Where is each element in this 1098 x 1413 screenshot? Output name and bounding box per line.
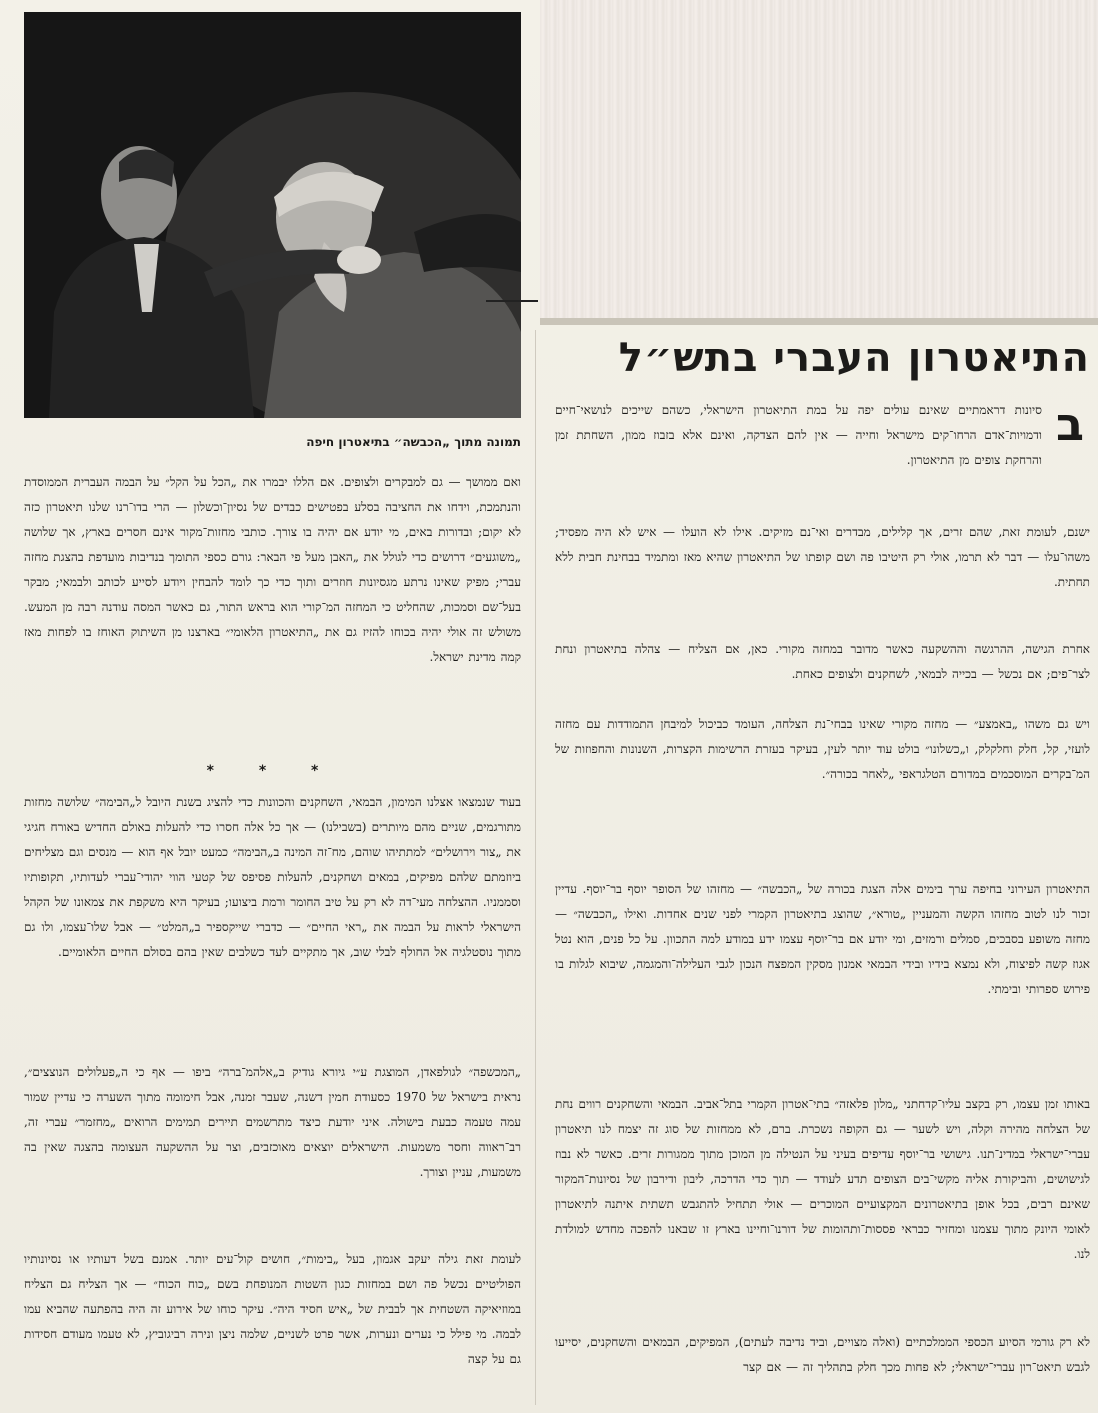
right-paragraph-2: ישנם, לעומת זאת, שהם זרים, אך קלילים, מבדרים ואי־נם מזיקים. אילו לא הועלו — איש לא היה מפסיד; משהו־עלו — דבר לא תרמו, אולי רק היטיבו פה ושם קופתו של התיאטרון שהיא מאז ומתמיד בבחינת חבית ללא תחתית. [555,525,1090,589]
drop-cap-letter: ב [1055,397,1085,451]
right-paragraph-6: באותו זמן עצמו, רק בקצב עליו־קדחתני „מלון פלאזה״ בתי־אטרון הקמרי בתל־אביב. הבמאי והשחקנים רווים נחת של הצלחה מהירה וקלה, ויש לשער — גם הקופה נשכרת. ברם, לא ממחזות של סוג זה יצמח לנו תיאטרון עברי־ישראלי במדינ־תנו. גישושי בר־יוסף עדיפים בעיני על הנטילה מן המוכן מתוך ממגורות זרים. כאשר לא נבוז לגישושים, והביקורת אליה מקשי־בים הצופים תדע לעודד — תוך כדי הדרכה, ליבון ודירבון של נסיונות־המקור שאינם רבים, בכל אופן בתיאטרונים המקצועיים המוכרים — אולי תתחיל להתגבש תשתית איתנה לתיאטרון לאומי היונק מתוך עצמנו ומחזיר כבראי פססות־ותהומות של דורנו־וחיינו בארץ זו שבאנו להפכה מחדש למולדת לנו. [555,1097,1090,1261]
left-paragraph-4: לעומת זאת גילה יעקב אגמון, בעל „בימות״, חושים קול־עים יותר. אמנם בשל דעותיו או נסיונותיו הפוליטיים נכשל פה ושם במחזות כגון השטות המנופחת בשם „כוח הכוח״ — אך הצליח גם הצליח במוזיאיקה השטחית אך לבבית של „איש חסיד היה״. עיקר כוחו של אירוע זה היה בהפתעה שהביא עמו לבמה. מי פילל כי נערים ונערות, אשר פרט לשניים, שלמה ניצן ונירה רביגוביץ, לא טעמו מעודם חסידות גם על קצה [24,1252,521,1366]
left-paragraph-1: ואם ממושך — גם למבקרים ולצופים. אם הללו יבמרו את „הכל על הקל״ על הבמה העברית הממוסדת והנתמכת, וידחו את החציבה בסלע בפטישים כבדים של נסיון־וכשלון — הרי בדו־רנו שלנו תיאטרון כזה לא יקום; ובדורות באים, מי יודע אם יהיה בו צורך. כותבי מחזות־מקור אינם חסרים בארץ, אך שלושה „משוגעים״ דרושים כדי לגולל את „האבן מעל פי הבאר: גורם כספי התומך בנדיבות מועדפת בהצגת מחזה עברי; מפיק שאינו נרתע מגסיונות חוזרים ותוך כדי כך לומד להבחין ויודע לסייע לכותב ולבמאי; מבקר בעל־שם וסמכות, שהחליט כי המחזה המ־קורי הוא בראש התור, גם כאשר המסה עודנה רבה מן המעש. משולש זה אולי יהיה בכוחו להזיז גם את „התיאטרון הלאומי״ בארצנו מן השיתוק האוחז בו לפחות מאז קמה מדינת ישראל. [24,475,521,664]
photo-edge-mark [486,300,538,302]
right-paragraph-7: לא רק גורמי הסיוע הכספי הממלכתיים (ואלה מצויים, וביד נדיבה לעתים), המפיקים, הבמאים והשחקנים, יסייעו לגבש תיאט־רון עברי־ישראלי; לא פחות מכך חלק בתהליך זה — אם קצר [555,1335,1090,1374]
blank-paper-panel [540,0,1098,325]
section-separator: * * * [206,763,339,779]
right-paragraph-1: סיונות דראמתיים שאינם עולים יפה על במת התיאטרון הישראלי, כשהם שייכים לנושאי־חיים ודמויות־אדם הרחו־קים מישראל וחייה — אין להם הצדקה, ואינם אלא בזבוז ממון, השחתת זמן והרחקת צופים מן התיאטרון. [555,403,1042,467]
column-divider [535,330,536,1405]
paper-fold-edge [540,318,1098,325]
left-paragraph-2: בעוד שנמצאו אצלנו המימון, הבמאי, השחקנים והכוונות כדי להציג בשנת היובל ל„הבימה״ שלושה מחזות מתורגמים, שניים מהם מיותרים (בשבילנו) — אך כל אלה חסרו כדי להעלות באולם החדיש באורח חגיגי את „צור וירושלים״ למתתיהו שוהם, מח־זה המינה ב„הבימה״ כמעט יובל אף הוא — מנסים וגם מצליחים ביוזמתם שלהם מפיקים, במאים ושחקנים, להעלות פסיפס של קטעי הווי יהודי־עברי לעדותיו, תקופותיו וסממניו. ההצלחה מעי־דה לא רק על טיב החומר ורמת ביצועו; בעיקר היא משקפת את צמאונו של הקהל הישראלי לראות על הבמה את „ראי החיים״ — כדברי שייקספיר ב„המלט״ — אבל שלו־עצמו, ולו גם מתוך נוסטלגיה אל החולף לבלי שוב, אך מתקיים לעד כשלבים שאין בהם בסולם החיים הלאומיים. [24,795,521,959]
photo-caption: תמונה מתוך „הכבשה״ בתיאטרון חיפה [306,435,521,449]
right-paragraph-3: אחרת הגישה, ההרגשה וההשקעה כאשר מדובר במחזה מקורי. כאן, אם הצליח — צהלה בתיאטרון ונחת לצר־פים; אם נכשל — בכייה לבמאי, לשחקנים ולצופים כאחת. [555,642,1090,681]
stage-photo [24,12,521,418]
stage-photo-image [24,12,521,418]
right-paragraph-4: ויש גם משהו „באמצע״ — מחזה מקורי שאינו בבחי־נת הצלחה, העומד כביכול למיבחן התמודדות עם מחזה לועזי, קל, חלק וחלקלק, ו„כשלונו״ בולט עוד יותר לעין, בעיקר בעזרת הרשימות הקצרות, השנונות והחפוזות של המ־בקרים המוסכמים במדורם הטלגראפי „לאחר בכורה״. [555,717,1090,781]
article-headline: התיאטרון העברי בתש״ל [618,335,1090,381]
left-paragraph-3: „המכשפה״ לגולפאדן, המוצגת ע״י גיורא גודיק ב„אלהמ־ברה״ ביפו — אף כי ה„פעלולים הנוצצים״, נראית בישראל של 1970 כסעודת חמין דשנה, שעבר זמנה, אבל חימומה מתוך השערה כי עדיין שמור עמה טעמה כבעת בישולה. איני יודעת כיצד מתרשמים תיירים תמימים הרואים „מחזמר״ עברי זה, רב־ראווה וחסר משמעות. הישראלים יוצאים מאוכזבים, וצר על ההשקעה העצומה בהצגה שאין בה משמעות, עניין וצורך. [24,1065,521,1179]
right-paragraph-5: התיאטרון העירוני בחיפה ערך בימים אלה הצגת בכורה של „הכבשה״ — מחזהו של הסופר יוסף בר־יוסף. עדיין זכור לנו לטוב מחזהו הקשה והמעניין „טורא״, שהוצג בתיאטרון הקמרי לפני שנים אחדות. ואילו „הכבשה״ — מחזה משופע בסבכים, סמלים ורמזים, ומי יודע אם בר־יוסף עצמו ידע במודע למה התכוון. על כל פנים, הוא נטל אגוז קשה לפיצוח, ולא נמצא בידיו ובידי הבמאי אמנון מסקין המפצח הנכון לגבי העלילה־והמגמה, שיבוא לגלות בו פירוש ספרותי ובימתי. [555,882,1090,996]
